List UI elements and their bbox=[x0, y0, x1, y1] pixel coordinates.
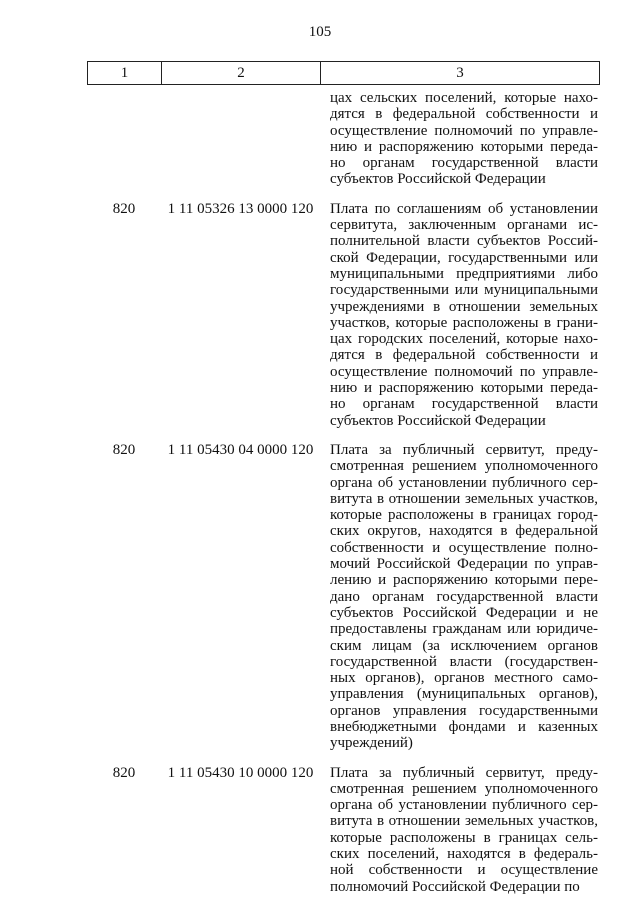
table-row bbox=[87, 90, 599, 188]
admin-code-cell: 820 bbox=[112, 441, 136, 458]
description-line: ской Федерации, государственными или bbox=[330, 249, 598, 266]
description-line: собственности и осуществление полно- bbox=[330, 539, 598, 556]
description-line: Плата по соглашениям об установлении bbox=[330, 200, 598, 217]
description-line: управления (муниципальных органов), bbox=[330, 686, 598, 703]
description-line: дятся в федеральной собственности и bbox=[330, 106, 598, 123]
description-line: которые расположены в границах город- bbox=[330, 507, 598, 524]
description-line: дано органам государственной власти bbox=[330, 588, 598, 605]
description-line: которые расположены в границах сель- bbox=[330, 829, 598, 846]
description-line: ских поселений, находятся в федераль- bbox=[330, 846, 598, 863]
description-line: смотренная решением уполномоченного bbox=[330, 458, 598, 475]
description-line: государственной власти (государствен- bbox=[330, 653, 598, 670]
description-line: внебюджетными фондами и казенных bbox=[330, 718, 598, 735]
row-gap bbox=[87, 752, 599, 765]
description-line: ных органов), органов местного само- bbox=[330, 670, 598, 687]
description-line: цах сельских поселений, которые нахо- bbox=[330, 90, 598, 106]
description-line: мочий Российской Федерации по управ- bbox=[330, 556, 598, 573]
description-line: цах городских поселений, которые нахо- bbox=[330, 331, 598, 348]
description-line: дятся в федеральной собственности и bbox=[330, 347, 598, 364]
description-line: лению и распоряжению которыми пере- bbox=[330, 572, 598, 589]
description-line: органа об установлении публичного сер- bbox=[330, 474, 598, 491]
description-line: участков, которые расположены в грани- bbox=[330, 314, 598, 331]
description-line: ским лицам (за исключением органов bbox=[330, 637, 598, 654]
description-line: нию и распоряжению которыми переда- bbox=[330, 380, 598, 397]
row-gap bbox=[87, 188, 599, 201]
description-line: ских округов, находятся в федеральной bbox=[330, 523, 598, 540]
description-line: органов управления государственными bbox=[330, 702, 598, 719]
description-line: субъектов Российской Федерации и не bbox=[330, 604, 598, 621]
table-row bbox=[87, 442, 599, 752]
description-line: осуществление полномочий по управле- bbox=[330, 122, 598, 139]
description-line: учреждениями в отношении земельных bbox=[330, 298, 598, 315]
description-line: витута в отношении земельных участков, bbox=[330, 813, 598, 830]
table-body bbox=[87, 90, 599, 895]
description-line: органа об установлении публичного сер- bbox=[330, 797, 598, 814]
description-line: государственными или муниципальными bbox=[330, 282, 598, 299]
description-line: Плата за публичный сервитут, преду- bbox=[330, 441, 598, 458]
description-line: субъектов Российской Федерации bbox=[330, 412, 546, 429]
budget-code-cell: 1 11 05326 13 0000 120 bbox=[167, 200, 314, 217]
column-header-row bbox=[87, 61, 600, 85]
description-line: ной собственности и осуществление bbox=[330, 862, 598, 879]
description-line: смотренная решением уполномоченного bbox=[330, 780, 598, 797]
description-line: но органам государственной власти bbox=[330, 155, 598, 172]
column-header-3: 3 bbox=[321, 62, 600, 85]
admin-code-cell: 820 bbox=[112, 764, 136, 781]
description-cell bbox=[330, 765, 598, 895]
description-line: полнительной власти субъектов Россий- bbox=[330, 233, 598, 250]
table-row bbox=[87, 765, 599, 895]
page-number: 105 bbox=[308, 24, 332, 40]
budget-code-cell: 1 11 05430 10 0000 120 bbox=[167, 764, 314, 781]
budget-code-cell: 1 11 05430 04 0000 120 bbox=[167, 441, 314, 458]
column-header-2: 2 bbox=[162, 62, 321, 85]
admin-code-cell: 820 bbox=[112, 200, 136, 217]
description-line: сервитута, заключенным органами ис- bbox=[330, 217, 598, 234]
description-line: субъектов Российской Федерации bbox=[330, 171, 546, 188]
description-line: осуществление полномочий по управле- bbox=[330, 363, 598, 380]
table-row bbox=[87, 201, 599, 429]
description-line: витута в отношении земельных участков, bbox=[330, 490, 598, 507]
description-line: учреждений) bbox=[330, 735, 413, 752]
description-cell bbox=[330, 90, 598, 188]
description-line: нию и распоряжению которыми переда- bbox=[330, 138, 598, 155]
description-line: полномочий Российской Федерации по bbox=[330, 878, 580, 895]
row-gap bbox=[87, 429, 599, 442]
description-cell bbox=[330, 442, 598, 752]
description-line: муниципальными предприятиями либо bbox=[330, 265, 598, 282]
description-line: Плата за публичный сервитут, преду- bbox=[330, 764, 598, 781]
description-line: но органам государственной власти bbox=[330, 396, 598, 413]
description-line: предоставлены гражданам или юридиче- bbox=[330, 621, 598, 638]
description-cell bbox=[330, 201, 598, 429]
column-header-1: 1 bbox=[88, 62, 162, 85]
